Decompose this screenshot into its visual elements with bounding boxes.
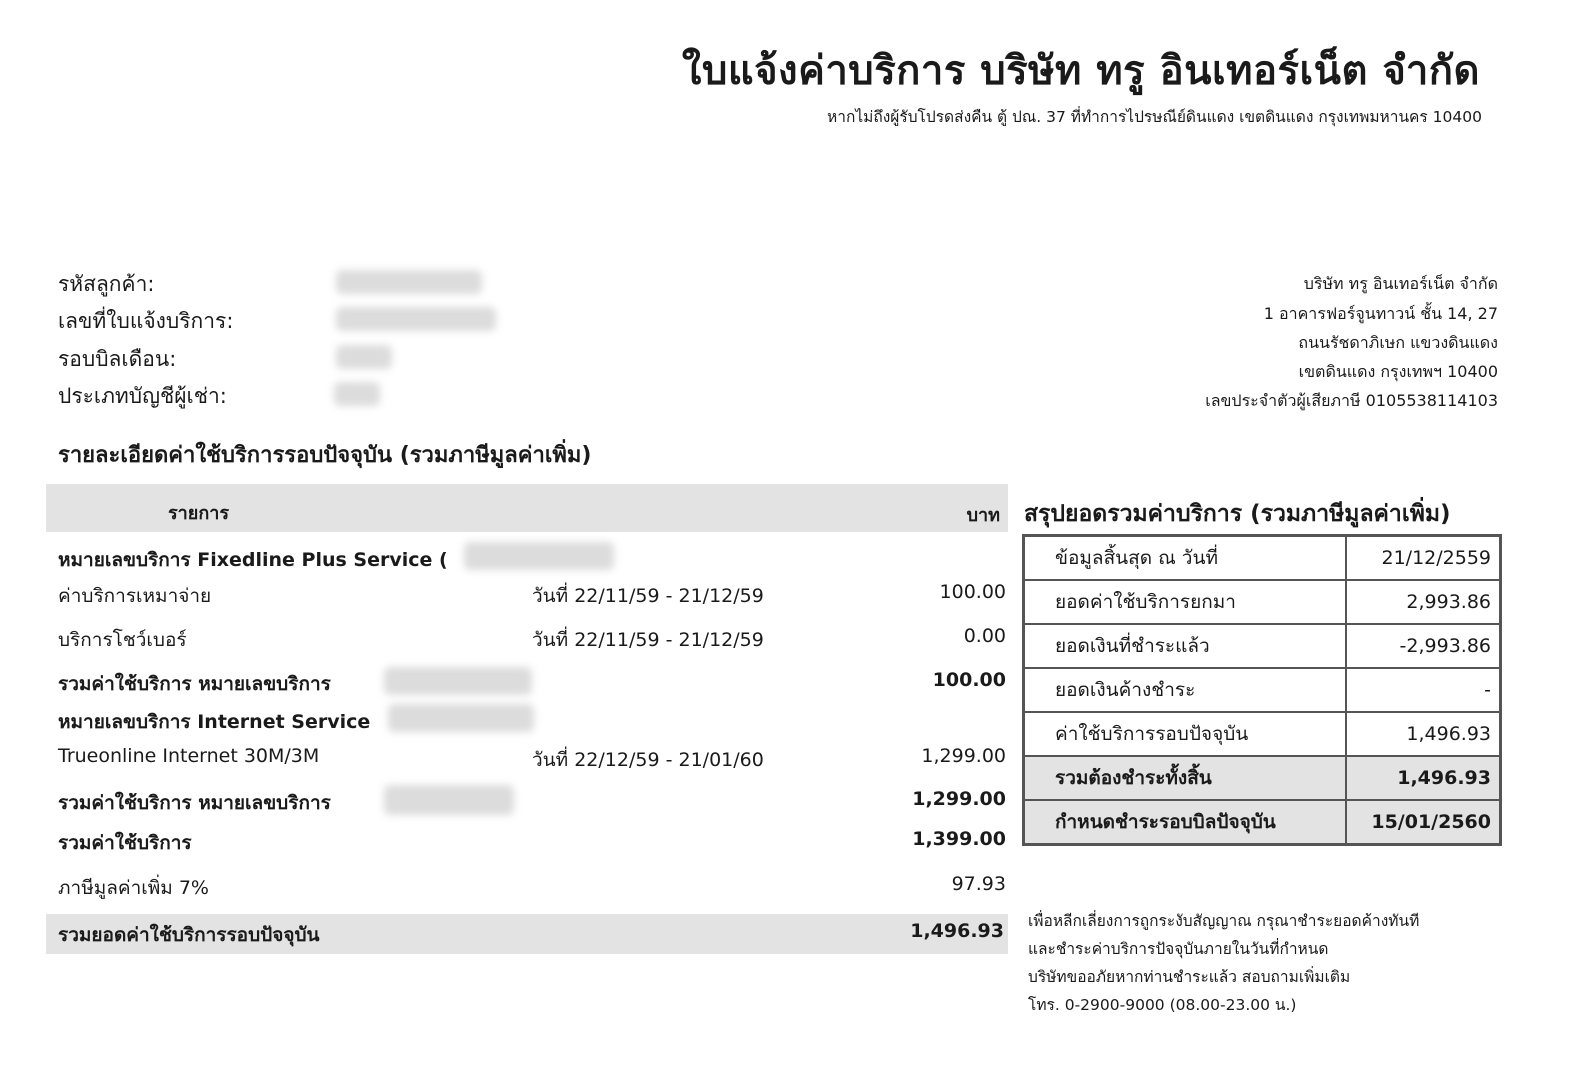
- account-type-redacted: [334, 382, 380, 406]
- summary-value: 21/12/2559: [1346, 536, 1501, 581]
- fixedline-subtotal-number-redacted: [384, 667, 532, 695]
- payment-note-line-4: โทร. 0-2900-9000 (08.00-23.00 น.): [1028, 996, 1297, 1014]
- summary-value: 1,496.93: [1346, 712, 1501, 756]
- show-number-label: บริการโชว์เบอร์: [58, 629, 187, 651]
- company-address-1: 1 อาคารฟอร์จูนทาวน์ ชั้น 14, 27: [1263, 304, 1498, 323]
- fixedline-number-redacted: [464, 542, 614, 570]
- invoice-title: ใบแจ้งค่าบริการ บริษัท ทรู อินเทอร์เน็ต จำกัด: [681, 48, 1480, 94]
- summary-title: สรุปยอดรวมค่าบริการ (รวมภาษีมูลค่าเพิ่ม): [1024, 501, 1451, 527]
- summary-value: 2,993.86: [1346, 580, 1501, 624]
- grand-total-row: [46, 914, 1008, 954]
- summary-table: [1022, 534, 1502, 846]
- customer-id-label: รหัสลูกค้า:: [58, 272, 155, 296]
- bill-cycle-redacted: [336, 345, 392, 369]
- company-tax-id: เลขประจำตัวผู้เสียภาษี 0105538114103: [1205, 391, 1498, 410]
- column-item-header: รายการ: [168, 503, 229, 524]
- details-section-title: รายละเอียดค่าใช้บริการรอบปัจจุบัน (รวมภาษีมูลค่าเพิ่ม): [58, 443, 592, 468]
- summary-label: รวมต้องชำระทั้งสิ้น: [1024, 756, 1347, 800]
- payment-note-line-3: บริษัทขออภัยหากท่านชำระแล้ว สอบถามเพิ่มเติม: [1028, 968, 1351, 986]
- fixedline-subtotal-amount: 100.00: [932, 669, 1006, 691]
- account-type-label: ประเภทบัญชีผู้เช่า:: [58, 384, 227, 408]
- summary-value: 1,496.93: [1346, 756, 1501, 800]
- company-address-2: ถนนรัชดาภิเษก แขวงดินแดง: [1298, 333, 1498, 352]
- company-name: บริษัท ทรู อินเทอร์เน็ต จำกัด: [1303, 274, 1498, 293]
- summary-row: [1024, 712, 1501, 756]
- summary-row: [1024, 580, 1501, 624]
- fixedline-subtotal-label: รวมค่าใช้บริการ หมายเลขบริการ: [58, 673, 331, 695]
- summary-row: [1024, 668, 1501, 712]
- company-address-3: เขตดินแดง กรุงเทพฯ 10400: [1298, 362, 1498, 381]
- summary-row: [1024, 536, 1501, 581]
- internet-subtotal-amount: 1,299.00: [912, 788, 1006, 810]
- summary-label: ยอดเงินค้างชำระ: [1024, 668, 1347, 712]
- summary-label: ค่าใช้บริการรอบปัจจุบัน: [1024, 712, 1347, 756]
- show-number-period: วันที่ 22/11/59 - 21/12/59: [532, 629, 764, 651]
- total-charges-amount: 1,399.00: [912, 828, 1006, 850]
- summary-label: ยอดเงินที่ชำระแล้ว: [1024, 624, 1347, 668]
- vat-amount: 97.93: [951, 873, 1006, 895]
- show-number-amount: 0.00: [963, 625, 1006, 647]
- customer-id-redacted: [336, 270, 482, 294]
- flat-fee-label: ค่าบริการเหมาจ่าย: [58, 585, 212, 607]
- summary-value: -: [1346, 668, 1501, 712]
- grand-total-amount: 1,496.93: [910, 920, 1004, 942]
- summary-label: ยอดค่าใช้บริการยกมา: [1024, 580, 1347, 624]
- total-charges-label: รวมค่าใช้บริการ: [58, 832, 192, 854]
- flat-fee-period: วันที่ 22/11/59 - 21/12/59: [532, 585, 764, 607]
- internet-number-redacted: [388, 704, 534, 732]
- vat-label: ภาษีมูลค่าเพิ่ม 7%: [58, 877, 209, 899]
- payment-note-line-2: และชำระค่าบริการปัจจุบันภายในวันที่กำหนด: [1028, 940, 1329, 958]
- grand-total-label: รวมยอดค่าใช้บริการรอบปัจจุบัน: [58, 924, 320, 946]
- summary-label: กำหนดชำระรอบบิลปัจจุบัน: [1024, 800, 1347, 845]
- summary-total-due-row: [1024, 756, 1501, 800]
- summary-row: [1024, 624, 1501, 668]
- details-table-header: [46, 484, 1008, 532]
- summary-label: ข้อมูลสิ้นสุด ณ วันที่: [1024, 536, 1347, 581]
- summary-value: -2,993.86: [1346, 624, 1501, 668]
- internet-package-amount: 1,299.00: [921, 745, 1006, 767]
- invoice-no-label: เลขที่ใบแจ้งบริการ:: [58, 309, 234, 333]
- summary-due-date-row: [1024, 800, 1501, 845]
- internet-service-header: หมายเลขบริการ Internet Service: [58, 711, 371, 733]
- fixedline-service-header: หมายเลขบริการ Fixedline Plus Service (: [58, 549, 448, 571]
- internet-package-label: Trueonline Internet 30M/3M: [58, 745, 320, 767]
- bill-cycle-label: รอบบิลเดือน:: [58, 347, 177, 371]
- invoice-no-redacted: [336, 307, 496, 331]
- flat-fee-amount: 100.00: [939, 581, 1006, 603]
- payment-note-line-1: เพื่อหลีกเลี่ยงการถูกระงับสัญญาณ กรุณาชำระยอดค้างทันที: [1028, 912, 1420, 930]
- internet-subtotal-label: รวมค่าใช้บริการ หมายเลขบริการ: [58, 792, 331, 814]
- return-address: หากไม่ถึงผู้รับโปรดส่งคืน ตู้ ปณ. 37 ที่ทำการไปรษณีย์ดินแดง เขตดินแดง กรุงเทพมหานคร 10400: [827, 108, 1482, 126]
- internet-package-period: วันที่ 22/12/59 - 21/01/60: [532, 749, 764, 771]
- column-baht-header: บาท: [966, 505, 1000, 526]
- internet-subtotal-number-redacted: [384, 785, 514, 815]
- summary-value: 15/01/2560: [1346, 800, 1501, 845]
